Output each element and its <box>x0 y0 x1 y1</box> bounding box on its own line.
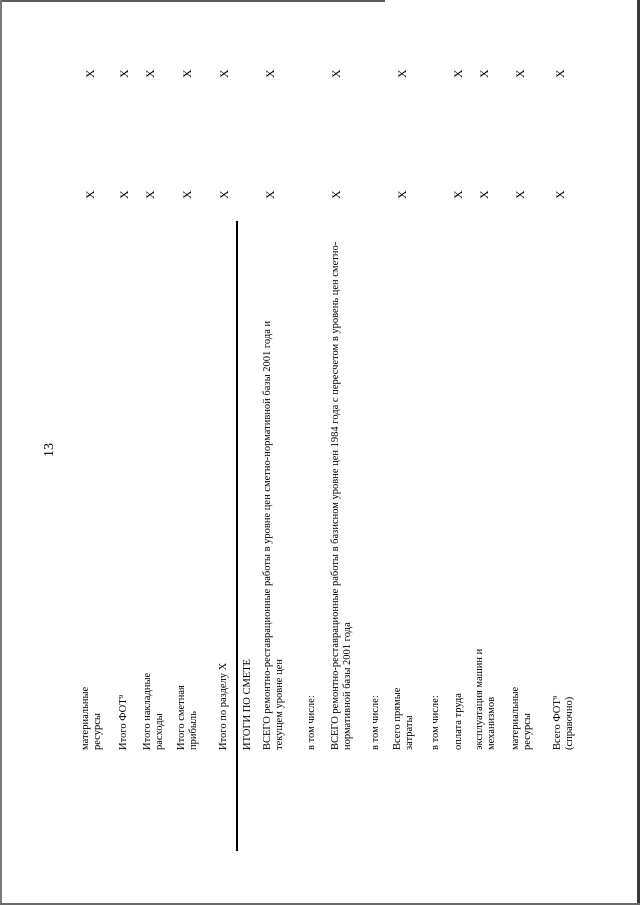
page-number: 13 <box>42 443 57 457</box>
row-label: Всего ФОТ⁹ (справочно) <box>552 695 575 750</box>
cross-mark: X <box>477 190 491 199</box>
row-label: Итого ФОТ⁹ <box>118 694 129 750</box>
row-label: в том числе: <box>370 695 381 750</box>
cross-mark: X <box>117 190 131 199</box>
cross-mark: X <box>513 190 527 199</box>
section-divider <box>236 221 238 851</box>
row-label: Всего прямые затраты <box>392 687 415 750</box>
row-label: Итого по разделу X <box>218 662 229 750</box>
row-label: эксплуатация машин и механизмов <box>474 648 497 750</box>
cross-mark: X <box>395 190 409 199</box>
section-title: ИТОГИ ПО СМЕТЕ <box>242 658 253 750</box>
row-label: в том числе: <box>306 695 317 750</box>
cross-mark: X <box>477 69 491 78</box>
cross-mark: X <box>143 190 157 199</box>
row-label: Итого сметная прибыль <box>176 685 199 750</box>
row-label: ВСЕГО ремонтно-реставрационные работы в базисном уровне цен 1984 года с пересчетом в уровень цен сметно-нормативной базы 2001 года <box>330 241 353 750</box>
row-label: материальные ресурсы <box>510 686 533 750</box>
row-label: Итого накладные расходы <box>142 672 165 750</box>
cross-mark: X <box>263 190 277 199</box>
cross-mark: X <box>451 69 465 78</box>
cross-mark: X <box>553 190 567 199</box>
cross-mark: X <box>117 69 131 78</box>
cross-mark: X <box>513 69 527 78</box>
row-label: в том числе: <box>430 695 441 750</box>
cross-mark: X <box>143 69 157 78</box>
row-label: материальные ресурсы <box>80 686 103 750</box>
cross-mark: X <box>451 190 465 199</box>
cross-mark: X <box>329 190 343 199</box>
cross-mark: X <box>263 69 277 78</box>
cross-mark: X <box>83 69 97 78</box>
cross-mark: X <box>395 69 409 78</box>
cross-mark: X <box>83 190 97 199</box>
row-label: ВСЕГО ремонтно-реставрационные работы в уровне цен сметно-нормативной базы 2001 года и текущем уровне цен <box>262 320 285 750</box>
cross-mark: X <box>217 190 231 199</box>
cross-mark: X <box>180 190 194 199</box>
cross-mark: X <box>217 69 231 78</box>
cross-mark: X <box>180 69 194 78</box>
cross-mark: X <box>553 69 567 78</box>
cross-mark: X <box>329 69 343 78</box>
row-label: оплата труда <box>453 693 464 750</box>
